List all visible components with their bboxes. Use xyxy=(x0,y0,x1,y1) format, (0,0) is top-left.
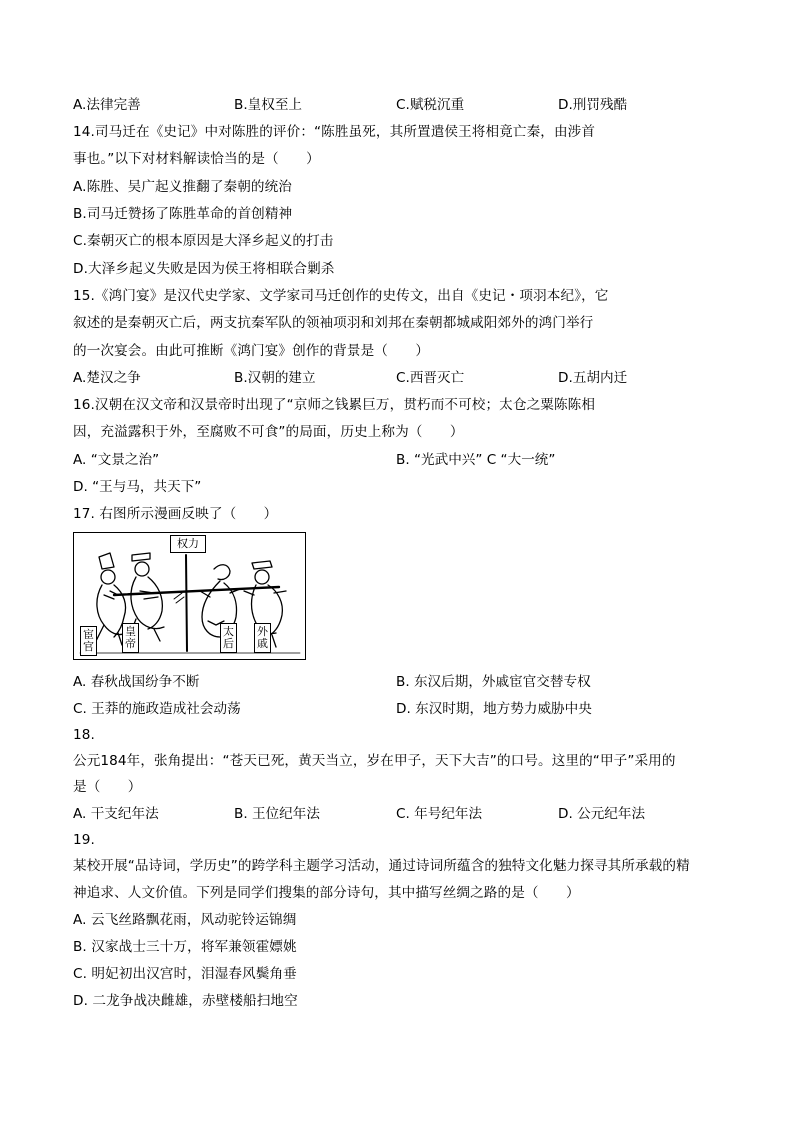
q17-option-a[interactable]: A. 春秋战国纷争不断 xyxy=(73,674,200,690)
q15-stem-line-1: 15.《鸿门宴》是汉代史学家、文学家司马迁创作的史传文，出自《史记・项羽本纪》，它 xyxy=(73,288,609,304)
q14-option-d[interactable]: D.大泽乡起义失败是因为侯王将相联合剿杀 xyxy=(73,261,335,277)
q15-option-a[interactable]: A.楚汉之争 xyxy=(73,370,141,386)
q16-option-d[interactable]: D. “王与马，共天下” xyxy=(73,479,202,495)
q16-option-b-c[interactable]: B. “光武中兴” C “大一统” xyxy=(396,452,556,468)
q18-stem-line-1: 公元184年，张角提出：“苍天已死，黄天当立，岁在甲子，天下大吉”的口号。这里的“甲子”采用的 xyxy=(73,753,676,769)
q18-option-a[interactable]: A. 干支纪年法 xyxy=(73,806,159,822)
q16-stem-line-1: 16.汉朝在汉文帝和汉景帝时出现了“京师之钱累巨万，贯朽而不可校；太仓之粟陈陈相 xyxy=(73,397,596,413)
q19-number: 19. xyxy=(73,832,95,848)
q18-option-d[interactable]: D. 公元纪年法 xyxy=(558,806,646,822)
q19-option-d[interactable]: D. 二龙争战决雌雄，赤壁楼船扫地空 xyxy=(73,993,298,1009)
q16-option-a[interactable]: A. “文景之治” xyxy=(73,452,160,468)
q14-stem-line-2: 事也。”以下对材料解读恰当的是（ ） xyxy=(73,151,320,167)
cartoon-label-eunuch: 宦官 xyxy=(80,626,97,656)
q18-option-b[interactable]: B. 王位纪年法 xyxy=(234,806,320,822)
q18-stem-line-2: 是（ ） xyxy=(73,779,142,795)
cartoon-label-consort-clan: 外戚 xyxy=(254,623,271,653)
q17-option-c[interactable]: C. 王莽的施政造成社会动荡 xyxy=(73,701,241,717)
cartoon-label-emperor: 皇帝 xyxy=(122,623,139,653)
q15-stem-line-2: 叙述的是秦朝灭亡后，两支抗秦军队的领袖项羽和刘邦在秦朝都城咸阳郊外的鸿门举行 xyxy=(73,315,594,331)
q14-option-b[interactable]: B.司马迁赞扬了陈胜革命的首创精神 xyxy=(73,206,293,222)
q15-option-c[interactable]: C.西晋灭亡 xyxy=(396,370,465,386)
q14-stem-line-1: 14.司马迁在《史记》中对陈胜的评价：“陈胜虽死，其所置遣侯王将相竟亡秦，由涉首 xyxy=(73,124,596,140)
q17-option-d[interactable]: D. 东汉时期，地方势力威胁中央 xyxy=(396,701,592,717)
q13-option-a[interactable]: A.法律完善 xyxy=(73,97,141,113)
q19-option-b[interactable]: B. 汉家战士三十万，将军兼领霍嫖姚 xyxy=(73,939,297,955)
q13-option-c[interactable]: C.赋税沉重 xyxy=(396,97,465,113)
q19-stem-line-2: 神追求、人文价值。下列是同学们搜集的部分诗句，其中描写丝绸之路的是（ ） xyxy=(73,885,580,901)
cartoon-label-power: 权力 xyxy=(170,535,206,553)
cartoon-label-dowager: 太后 xyxy=(220,623,237,653)
q17-stem: 17. 右图所示漫画反映了（ ） xyxy=(73,506,278,522)
q18-option-c[interactable]: C. 年号纪年法 xyxy=(396,806,483,822)
q16-stem-line-2: 因，充溢露积于外，至腐败不可食”的局面，历史上称为（ ） xyxy=(73,424,464,440)
q19-option-a[interactable]: A. 云飞丝路飘花雨，风动驼铃运锦绸 xyxy=(73,912,297,928)
q14-option-a[interactable]: A.陈胜、吴广起义推翻了秦朝的统治 xyxy=(73,179,292,195)
q15-stem-line-3: 的一次宴会。由此可推断《鸿门宴》创作的背景是（ ） xyxy=(73,343,430,359)
q15-option-b[interactable]: B.汉朝的建立 xyxy=(234,370,316,386)
q13-option-b[interactable]: B.皇权至上 xyxy=(234,97,303,113)
q15-option-d[interactable]: D.五胡内迁 xyxy=(558,370,628,386)
q19-stem-line-1: 某校开展“品诗词，学历史”的跨学科主题学习活动，通过诗词所蕴含的独特文化魅力探寻其所承载的精 xyxy=(73,858,690,874)
q13-option-d[interactable]: D.刑罚残酷 xyxy=(558,97,628,113)
q18-number: 18. xyxy=(73,727,95,743)
q17-option-b[interactable]: B. 东汉后期，外戚宦官交替专权 xyxy=(396,674,591,690)
q19-option-c[interactable]: C. 明妃初出汉宫时，泪湿春风鬓角垂 xyxy=(73,966,297,982)
q14-option-c[interactable]: C.秦朝灭亡的根本原因是大泽乡起义的打击 xyxy=(73,233,334,249)
power-struggle-cartoon xyxy=(73,532,306,660)
